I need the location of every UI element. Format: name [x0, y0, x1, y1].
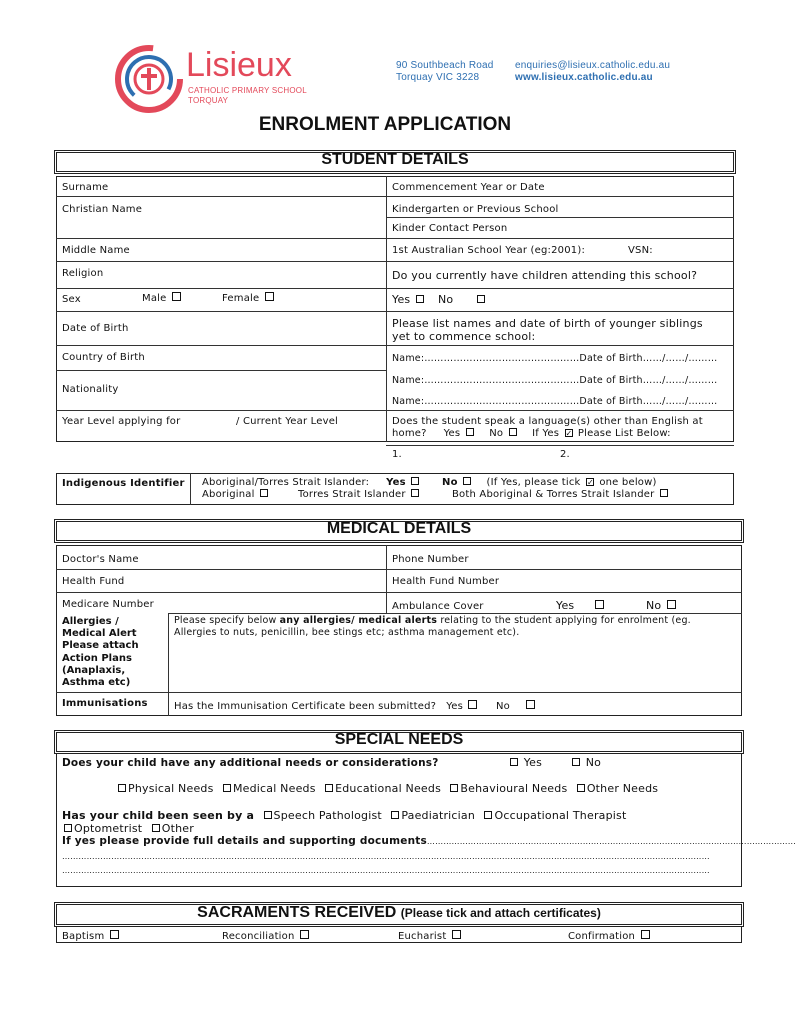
sibling-entry-3[interactable]: Name:…………………………………………Date of Birth……/……/………	[392, 396, 718, 407]
details-dots[interactable]: ………………………………………………………………………………………………………………………	[426, 837, 796, 846]
special-yes-option	[508, 756, 542, 769]
allergies-label-line: Asthma etc)	[62, 677, 131, 689]
kindergarten-label: Kindergarten or Previous School	[392, 204, 559, 215]
school-email: enquiries@lisieux.catholic.edu.au	[515, 60, 671, 71]
health-fund-number-label: Health Fund Number	[392, 576, 500, 587]
ats-yes-label: Yes	[386, 477, 406, 488]
need-label: Other Needs	[586, 782, 659, 795]
speech-pathologist-checkbox[interactable]	[264, 811, 272, 819]
seen-by-row	[62, 809, 627, 822]
language-yes-checkbox[interactable]	[466, 428, 474, 436]
year-level-label: Year Level applying for	[62, 416, 181, 427]
indigenous-row1	[202, 477, 421, 488]
allergies-field[interactable]	[170, 640, 740, 690]
torres-option	[298, 489, 421, 500]
phone-label: Phone Number	[392, 554, 469, 565]
allergies-label-line: Medical Alert	[62, 628, 137, 640]
school-website: www.lisieux.catholic.edu.au	[515, 72, 653, 83]
need-label: Behavioural Needs	[460, 782, 568, 795]
need-label: Educational Needs	[335, 782, 441, 795]
siblings-instruction-line1: Please list names and date of birth of younger siblings	[392, 317, 703, 330]
immunisations-label: Immunisations	[62, 698, 148, 709]
professional-label: Other	[161, 822, 194, 835]
special-needs-question: Does your child have any additional needs or considerations?	[62, 757, 439, 769]
allergies-label-block	[62, 616, 166, 689]
immunisation-no-checkbox[interactable]	[526, 700, 535, 709]
dob-label: Date of Birth	[62, 323, 129, 334]
sacrament-label: Reconciliation	[222, 931, 295, 942]
female-checkbox[interactable]	[265, 292, 274, 301]
professional-label: Optometrist	[74, 822, 143, 835]
optometrist-checkbox[interactable]	[64, 824, 72, 832]
school-address-line1: 90 Southbeach Road	[396, 60, 494, 71]
sacrament-label: Baptism	[62, 931, 105, 942]
language-yes-label: Yes	[443, 428, 461, 439]
allergies-text-bold: any allergies/ medical alerts	[279, 615, 438, 626]
immunisation-question-label: Has the Immunisation Certificate been submitted?	[174, 701, 437, 712]
details-line-3[interactable]: …………………………………………………………………………………………………………………………………………………………………………………………………………………	[62, 866, 710, 875]
eucharist-option	[398, 930, 463, 942]
sacrament-label: Eucharist	[398, 931, 447, 942]
nationality-label: Nationality	[62, 384, 119, 395]
allergies-instruction-line2: Allergies to nuts, penicillin, bee stings etc; asthma management etc).	[174, 627, 520, 638]
allergies-label-line: Please attach	[62, 640, 139, 652]
female-label: Female	[222, 293, 260, 304]
doctor-label: Doctor's Name	[62, 554, 139, 565]
sex-label: Sex	[62, 294, 81, 305]
ambulance-yes-label: Yes	[556, 599, 575, 612]
student-details-heading: STUDENT DETAILS	[321, 151, 469, 168]
children-question: Do you currently have children attending this school?	[392, 269, 698, 282]
special-no-option	[570, 756, 601, 769]
school-name: Lisieux	[186, 46, 292, 84]
reconciliation-option	[222, 930, 311, 942]
professional-label: Speech Pathologist	[273, 809, 382, 822]
needs-row	[116, 782, 658, 795]
checked-box-icon: ✓	[586, 478, 594, 487]
allergies-label-line: Action Plans	[62, 652, 132, 664]
educational-needs-checkbox[interactable]	[325, 784, 333, 792]
children-yes-option	[392, 293, 426, 306]
vsn-label: VSN:	[628, 245, 653, 256]
sacraments-heading-row	[54, 904, 744, 922]
ats-ifyes-label: (If Yes, please tick	[486, 477, 581, 488]
details-label: If yes please provide full details and supporting documents	[62, 835, 427, 847]
ats-no-label: No	[442, 477, 458, 488]
allergies-text-part: Please specify below	[174, 615, 280, 626]
professional-label: Paediatrician	[401, 809, 476, 822]
surname-label: Surname	[62, 182, 109, 193]
checked-box-icon: ✓	[565, 429, 573, 438]
paediatrician-checkbox[interactable]	[391, 811, 399, 819]
immunisation-no-label: No	[496, 701, 510, 712]
both-label: Both Aboriginal & Torres Strait Islander	[452, 489, 655, 500]
medical-needs-checkbox[interactable]	[223, 784, 231, 792]
immunisation-question	[174, 700, 479, 712]
kinder-contact-label: Kinder Contact Person	[392, 223, 508, 234]
confirmation-checkbox[interactable]	[641, 930, 650, 939]
immunisation-no-option	[496, 700, 537, 712]
surname-field[interactable]	[120, 178, 382, 195]
seen-by-label: Has your child been seen by a	[62, 809, 255, 822]
ambulance-label: Ambulance Cover	[392, 601, 484, 612]
special-no-label: No	[585, 756, 602, 769]
logo-emblem-icon	[114, 44, 184, 114]
special-needs-heading: SPECIAL NEEDS	[334, 731, 464, 748]
page-title: ENROLMENT APPLICATION	[258, 114, 512, 135]
allergies-label-line: (Anaplaxis,	[62, 664, 126, 676]
baptism-checkbox[interactable]	[110, 930, 119, 939]
middle-name-label: Middle Name	[62, 245, 130, 256]
language-list-2[interactable]: 2.	[560, 449, 570, 460]
commencement-label: Commencement Year or Date	[392, 182, 545, 193]
need-label: Medical Needs	[232, 782, 316, 795]
school-logo	[114, 44, 184, 114]
children-no-option	[438, 293, 487, 306]
torres-label: Torres Strait Islander	[298, 489, 406, 500]
school-subtitle: CATHOLIC PRIMARY SCHOOL	[188, 86, 307, 95]
ambulance-no-label: No	[646, 599, 662, 612]
aboriginal-checkbox[interactable]	[260, 489, 268, 497]
language-ifyes-label: If Yes	[532, 428, 560, 439]
details-row	[62, 835, 796, 847]
ambulance-no-option	[646, 599, 678, 612]
children-yes-checkbox[interactable]	[416, 295, 424, 303]
language-question-line1: Does the student speak a language(s) other than English at	[392, 416, 703, 427]
reconciliation-checkbox[interactable]	[300, 930, 309, 939]
female-option	[222, 292, 276, 304]
language-list-label: Please List Below:	[577, 428, 671, 439]
occupational-therapist-checkbox[interactable]	[484, 811, 492, 819]
language-home-label: home?	[392, 428, 427, 439]
language-question-line2	[392, 428, 671, 439]
behavioural-needs-checkbox[interactable]	[450, 784, 458, 792]
sibling-entry-2[interactable]: Name:…………………………………………Date of Birth……/……/………	[392, 375, 718, 386]
sacrament-label: Confirmation	[568, 931, 636, 942]
health-fund-label: Health Fund	[62, 576, 125, 587]
professional-label: Occupational Therapist	[494, 809, 627, 822]
current-year-level-label: / Current Year Level	[236, 416, 339, 427]
male-label: Male	[142, 293, 167, 304]
children-no-label: No	[438, 293, 454, 306]
language-list-1[interactable]: 1.	[392, 449, 402, 460]
christian-name-field[interactable]	[150, 198, 382, 236]
seen-by-row2	[62, 822, 194, 835]
country-of-birth-label: Country of Birth	[62, 352, 145, 363]
baptism-option	[62, 930, 121, 942]
allergies-label-line: Allergies /	[62, 616, 119, 627]
sacraments-note: (Please tick and attach certificates)	[400, 906, 601, 920]
ambulance-yes-checkbox[interactable]	[595, 600, 604, 609]
indigenous-label: Indigenous Identifier	[62, 478, 185, 489]
special-yes-checkbox[interactable]	[510, 758, 518, 766]
ats-ifyes-end-label: one below)	[599, 477, 657, 488]
ambulance-no-checkbox[interactable]	[667, 600, 676, 609]
allergies-instruction-line1	[174, 615, 691, 626]
details-line-2[interactable]: …………………………………………………………………………………………………………………………………………………………………………………………………………………	[62, 852, 710, 861]
language-no-checkbox[interactable]	[509, 428, 517, 436]
need-label: Physical Needs	[128, 782, 214, 795]
ambulance-yes-option	[556, 599, 606, 612]
special-no-checkbox[interactable]	[572, 758, 580, 766]
school-location: TORQUAY	[188, 96, 229, 105]
religion-label: Religion	[62, 268, 104, 279]
immunisation-yes-label: Yes	[446, 701, 464, 712]
indigenous-row2	[202, 489, 270, 500]
ats-no-checkbox[interactable]	[463, 477, 471, 485]
school-address-line2: Torquay VIC 3228	[396, 72, 480, 83]
both-checkbox[interactable]	[660, 489, 668, 497]
sibling-entry-1[interactable]: Name:…………………………………………Date of Birth……/……/………	[392, 353, 718, 364]
siblings-instruction-line2: yet to commence school:	[392, 330, 536, 343]
christian-name-label: Christian Name	[62, 204, 143, 215]
physical-needs-checkbox[interactable]	[118, 784, 126, 792]
immunisation-yes-checkbox[interactable]	[468, 700, 477, 709]
indigenous-row1-right	[442, 477, 657, 488]
other-needs-checkbox[interactable]	[577, 784, 585, 792]
male-option	[142, 292, 183, 304]
aboriginal-label: Aboriginal	[202, 489, 255, 500]
eucharist-checkbox[interactable]	[452, 930, 461, 939]
male-checkbox[interactable]	[172, 292, 181, 301]
confirmation-option	[568, 930, 652, 942]
ats-yes-checkbox[interactable]	[411, 477, 419, 485]
children-yes-label: Yes	[392, 293, 411, 306]
ats-label: Aboriginal/Torres Strait Islander:	[202, 477, 370, 488]
medical-details-heading: MEDICAL DETAILS	[326, 520, 472, 537]
torres-checkbox[interactable]	[411, 489, 419, 497]
special-yes-label: Yes	[523, 756, 543, 769]
medicare-label: Medicare Number	[62, 599, 154, 610]
language-no-label: No	[489, 428, 504, 439]
both-option	[452, 489, 670, 500]
allergies-text-part: relating to the student applying for enrolment (eg.	[437, 615, 691, 626]
other-professional-checkbox[interactable]	[152, 824, 160, 832]
first-school-year-label: 1st Australian School Year (eg:2001):	[392, 245, 586, 256]
sacraments-heading: SACRAMENTS RECEIVED	[197, 904, 397, 921]
children-no-checkbox[interactable]	[477, 295, 485, 303]
